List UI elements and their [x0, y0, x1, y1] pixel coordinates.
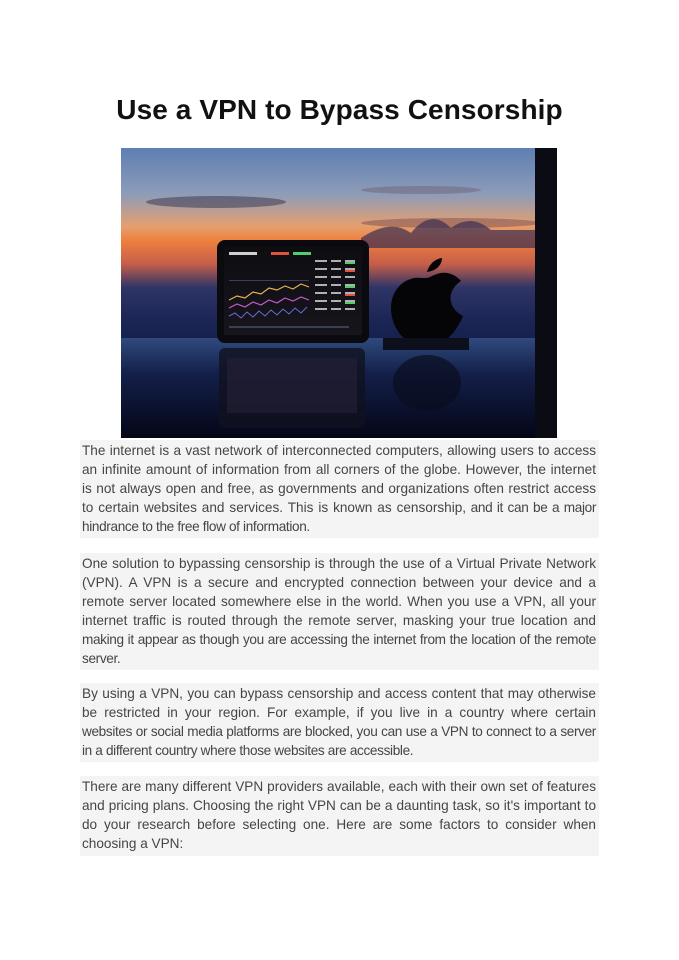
paragraph-1: [80, 440, 599, 538]
paragraph-1-text: The internet is a vast network of interconnected computers, allowing users to access an infinite amount of information from all corners of the globe. However, the internet is not always open and free, as governments and organizations often restrict access to certain websites and services. This is known as censorship,: [82, 443, 596, 515]
page-title: Use a VPN to Bypass Censorship: [116, 94, 563, 125]
paragraph-4-text: There are many different VPN providers available, each with their own set of features and pricing plans. Choosing the right VPN can be a daunting task, so it's important to do your research before selecting one. Here are some factors to consider when choosing a VPN:: [82, 779, 596, 851]
paragraph-2: [80, 553, 599, 670]
paragraph-3: [80, 683, 599, 762]
paragraph-1-tail: and it can be a major hindrance to the free flow of information.: [82, 500, 597, 534]
paragraph-2-text: One solution to bypassing censorship is through the use of a Virtual Private Network (VPN). A VPN is a secure and encrypted connection between your device and a remote server located somewhere else in the world. When you use a VPN, all your internet traffic is routed through the remote server, masking your true location and: [82, 556, 596, 628]
hero-image: [121, 148, 557, 438]
paragraph-2-tail: making it appear as though you are accessing the internet from the location of the remote server.: [82, 632, 596, 666]
paragraph-3-text: By using a VPN, you can bypass censorship and access content that may otherwise be restricted in your region. For example, if you live in a country where certain: [82, 686, 596, 720]
paragraph-3-tail: websites or social media platforms are blocked, you can use a VPN to connect to a server in a different country where those websites are accessible.: [82, 724, 596, 758]
hero-photo: [121, 148, 557, 438]
paragraph-4: [80, 776, 599, 856]
